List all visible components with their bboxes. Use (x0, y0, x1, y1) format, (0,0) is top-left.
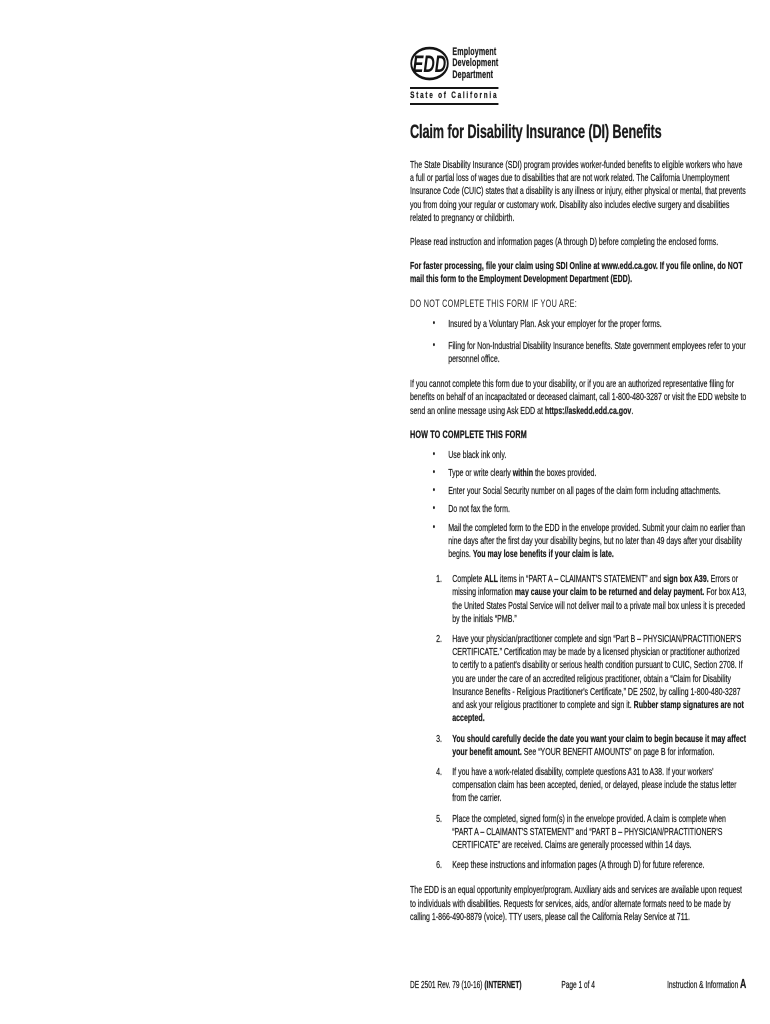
how-to-steps-list (410, 573, 746, 872)
text-segment: Keep these instructions and information pages (A through D) for future reference. (452, 859, 705, 872)
list-item-text (448, 522, 745, 560)
edd-oval-icon (410, 44, 449, 84)
text-segment: Filing for Non-Industrial Disability Insurance benefits. State government employees refer to your personnel office. (448, 339, 746, 366)
numbered-item (410, 813, 746, 853)
text-segment: If you have a work-related disability, complete questions A31 to A38. If your workers' compensation claim has been accepted, denied, or delayed, please include the status letter from the carrier. (452, 765, 737, 805)
faster-processing-paragraph (410, 260, 746, 286)
numbered-item (410, 859, 746, 872)
cannot-complete-paragraph (410, 378, 746, 418)
text-segment: the boxes provided. (533, 467, 597, 480)
list-item (410, 318, 746, 331)
text-segment: Place the completed, signed form(s) in the envelope provided. A claim is complete when “PART A – CLAIMANT'S STATEMENT” and “PART B – PHYSICIAN/PRACTITIONER'S CERTIFICATE” are received. Claims are generally processed within 14 days. (452, 812, 726, 851)
text-segment: Have your physician/practitioner complete and sign “Part B – PHYSICIAN/PRACTITIONER'S CERTIFICATE.” Certification may be made by a licensed physician or practitioner authorized to certify to a patient's disability or serious health condition pursuant to CUIC, Section 2708. If you are under the care of an accredited religious practitioner, obtain a “Claim for Disability Insurance Benefits - Religious Practitioner's Certificate,” DE 2502, by calling 1-800-480-3287 and ask your religious practitioner to complete and sign it. (452, 633, 743, 712)
item-number: 6. (436, 859, 443, 872)
text-segment: Type or write clearly (448, 467, 513, 480)
text-segment: Insured by a Voluntary Plan. Ask your employer for the proper forms. (448, 317, 662, 330)
read-instructions-paragraph (410, 236, 746, 249)
edd-acronym: EDD (412, 52, 447, 79)
text-segment: Use black ink only. (448, 448, 507, 461)
list-item (410, 503, 746, 516)
how-to-bullet-list (410, 449, 746, 561)
form-number (410, 980, 561, 992)
text-segment: may cause your claim to be returned and delay payment. (514, 586, 705, 599)
item-number: 5. (436, 812, 443, 825)
section-label (595, 978, 746, 992)
edd-logo-top (410, 44, 498, 84)
department-name (452, 47, 498, 82)
text-segment: You may lose benefits if your claim is late. (472, 548, 614, 561)
list-item-text (448, 340, 746, 365)
text-segment: Errors or missing information (452, 573, 739, 599)
page-title: Claim for Disability Insurance (DI) Benefits (410, 122, 662, 143)
text-segment: Mail the completed form to the EDD in the envelope provided. Submit your claim no earlier than nine days after the first day your disability begins, but no later than 49 days after your disability begins. (448, 521, 745, 561)
text-segment: A (740, 976, 747, 991)
list-item-text (448, 449, 506, 461)
text-segment: Instruction & Information (667, 980, 741, 991)
list-item (410, 467, 746, 480)
text-segment: Do not fax the form. (448, 503, 510, 516)
page-number: Page 1 of 4 (561, 980, 595, 991)
department-line: Development (452, 57, 499, 70)
numbered-item (410, 733, 746, 759)
numbered-item-text (452, 733, 746, 758)
item-number: 3. (436, 732, 443, 745)
numbered-item-text (452, 859, 704, 871)
list-item (410, 485, 746, 498)
numbered-item (410, 633, 746, 725)
list-item (410, 340, 746, 366)
text-segment: (INTERNET) (484, 980, 522, 991)
item-number: 2. (436, 633, 443, 646)
text-segment: Complete (452, 573, 485, 586)
text-segment: See “YOUR BENEFIT AMOUNTS” on page B for information. (521, 745, 715, 758)
equal-opportunity-paragraph (410, 884, 746, 924)
text-segment: . (631, 404, 634, 417)
state-of-california-label: State of California (410, 87, 498, 105)
list-item (410, 449, 746, 462)
list-item (410, 522, 746, 562)
department-line: Department (452, 68, 494, 81)
edd-logo (410, 44, 498, 105)
numbered-item-text (452, 573, 746, 625)
text-segment: DE 2501 Rev. 79 (10-16) (410, 980, 485, 991)
text-segment: If you cannot complete this form due to your disability, or if you are an authorized representative filing for benefits on behalf of an incapacitated or deceased claimant, call 1-800-480-3287 or visit the EDD website to send an online message using Ask EDD at (410, 378, 747, 417)
list-item-text (448, 318, 661, 330)
text-segment: Rubber stamp signatures are not accepted. (452, 699, 744, 725)
text-segment: You should carefully decide the date you want your claim to begin because it may affect your benefit amount. (452, 732, 747, 758)
do-not-complete-list (410, 318, 746, 367)
text-segment: The EDD is an equal opportunity employer/program. Auxiliary aids and services are available upon request to individuals with disabilities. Requests for services, aids, and/or alternate formats need to be made by calling 1-866-490-8879 (voice). TTY users, please call the California Relay Service at 711. (410, 884, 742, 923)
text-segment: sign box A39. (663, 573, 709, 586)
list-item-text (448, 485, 721, 497)
text-segment: For faster processing, file your claim using SDI Online at www.edd.ca.gov. If you file online, do NOT mail this form to the Employment Development Department (EDD). (410, 260, 743, 286)
intro-paragraph (410, 159, 746, 225)
text-segment: within (512, 467, 534, 480)
item-number: 1. (436, 573, 443, 586)
text-segment: The State Disability Insurance (SDI) program provides worker-funded benefits to eligible workers who have a full or partial loss of wages due to disabilities that are not work related. The California Unemployment Insurance Code (CUIC) states that a disability is any illness or injury, either physical or mental, that prevents you from doing your regular or customary work. Disability also includes elective surgery and disabilities related to pregnancy or childbirth. (410, 159, 746, 224)
department-line: Employment (452, 45, 497, 58)
text-segment: For box A13, the United States Postal Service will not deliver mail to a private mail box unless it is preceded by the initials “PMB.” (452, 586, 747, 625)
page-footer (410, 978, 746, 992)
numbered-item (410, 766, 746, 806)
text-segment: https://askedd.edd.ca.gov (544, 404, 632, 417)
list-item-text (448, 503, 510, 515)
do-not-complete-heading: DO NOT COMPLETE THIS FORM IF YOU ARE: (410, 297, 578, 310)
form-content (410, 44, 747, 991)
list-item-text (448, 467, 596, 479)
text-segment: items in “PART A – CLAIMANT'S STATEMENT” and (497, 573, 664, 586)
item-number: 4. (436, 765, 443, 778)
numbered-item (410, 573, 746, 626)
numbered-item-text (452, 813, 726, 851)
text-segment: Enter your Social Security number on all pages of the claim form including attachments. (448, 485, 721, 498)
numbered-item-text (452, 766, 736, 804)
text-segment: Please read instruction and information pages (A through D) before completing the enclosed forms. (410, 236, 719, 249)
text-segment: ALL (484, 573, 498, 586)
how-to-complete-heading: HOW TO COMPLETE THIS FORM (410, 428, 527, 441)
numbered-item-text (452, 633, 744, 724)
